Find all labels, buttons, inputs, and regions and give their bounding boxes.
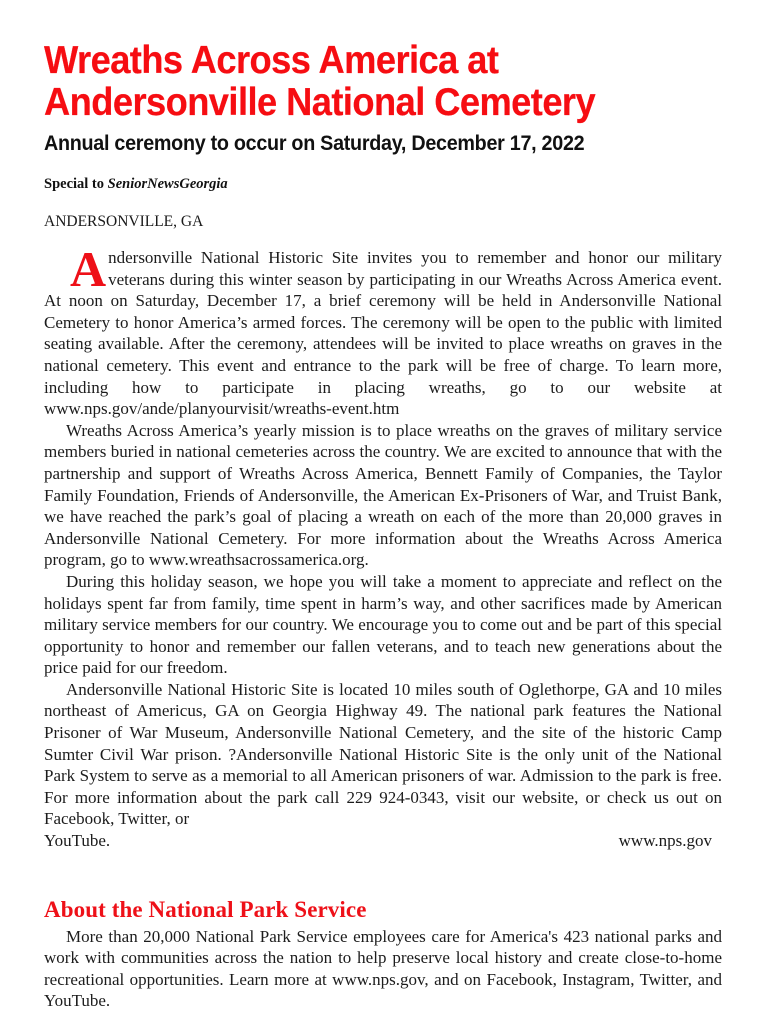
closing-line — [44, 830, 722, 852]
drop-cap: A — [70, 241, 107, 297]
dateline: ANDERSONVILLE, GA — [44, 213, 204, 230]
article-content-column — [44, 0, 722, 1012]
article-body — [44, 231, 722, 852]
about-section — [44, 852, 722, 1012]
headline-line-1: Wreaths Across America at — [44, 39, 499, 82]
about-paragraph: More than 20,000 National Park Service employees care for America's 423 national parks and work with communities across the nation to help preserve local history and create close-to-home recreational opportunities. Learn more at www.nps.gov, and on Facebook, Instagram, Twitter, and YouTube. — [44, 926, 722, 1011]
paragraph-3: During this holiday season, we hope you will take a moment to appreciate and reflect on the holidays spent far from family, time spent in harm’s way, and other sacrifices made by American military service members for our country. We encourage you to come out and be part of this special opportunity to honor and remember our fallen veterans, and to teach new generations about the price paid for our freedom. — [44, 571, 722, 678]
byline-prefix: Special to — [44, 176, 108, 192]
article-headline — [44, 0, 725, 124]
paragraph-4: Andersonville National Historic Site is located 10 miles south of Oglethorpe, GA and 10 miles northeast of Americus, GA on Georgia Highway 49. The national park features the National Prisoner of War Museum, Andersonville National Cemetery, and the site of the historic Camp Sumter Civil War prison. ?Andersonville National Historic Site is the only unit of the National Park System to serve as a memorial to all American prisoners of war. Admission to the park is free. For more information about the park call 229 924-0343, visit our website, or check us out on Facebook, Twitter, or — [44, 679, 722, 829]
paragraph-1-text: ndersonville National Historic Site invites you to remember and honor our military veterans during this winter season by participating in our Wreaths Across America event. At noon on Saturday, December 17, a brief ceremony will be held in Andersonville National Cemetery to honor America’s armed forces. The ceremony will be open to the public with limited seating available. After the ceremony, attendees will be invited to place wreaths on graves in the national cemetery. This event and entrance to the park will be free of charge. To learn more, including how to participate in placing wreaths, go to our website at www.nps.gov/ande/planyourvisit/wreaths-event.htm — [44, 248, 722, 419]
about-heading: About the National Park Service — [44, 896, 367, 922]
article-subhead: Annual ceremony to occur on Saturday, December 17, 2022 — [44, 132, 585, 155]
paragraph-1 — [44, 241, 722, 420]
byline — [44, 156, 722, 193]
paragraph-2: Wreaths Across America’s yearly mission is to place wreaths on the graves of military service members buried in national cemeteries across the country. We are excited to announce that with the partnership and support of Wreaths Across America, Bennett Family of Companies, the Taylor Family Foundation, Friends of Andersonville, the American Ex-Prisoners of War, and Truist Bank, we have reached the park’s goal of placing a wreath on each of the more than 20,000 graves in Andersonville National Cemetery. For more information about the Wreaths Across America program, go to www.wreathsacrossamerica.org. — [44, 420, 722, 570]
headline-line-2: Andersonville National Cemetery — [44, 81, 596, 124]
closing-line-text: YouTube. — [44, 831, 111, 851]
nps-website-url: www.nps.gov — [618, 831, 712, 851]
byline-publication: SeniorNewsGeorgia — [107, 176, 228, 192]
